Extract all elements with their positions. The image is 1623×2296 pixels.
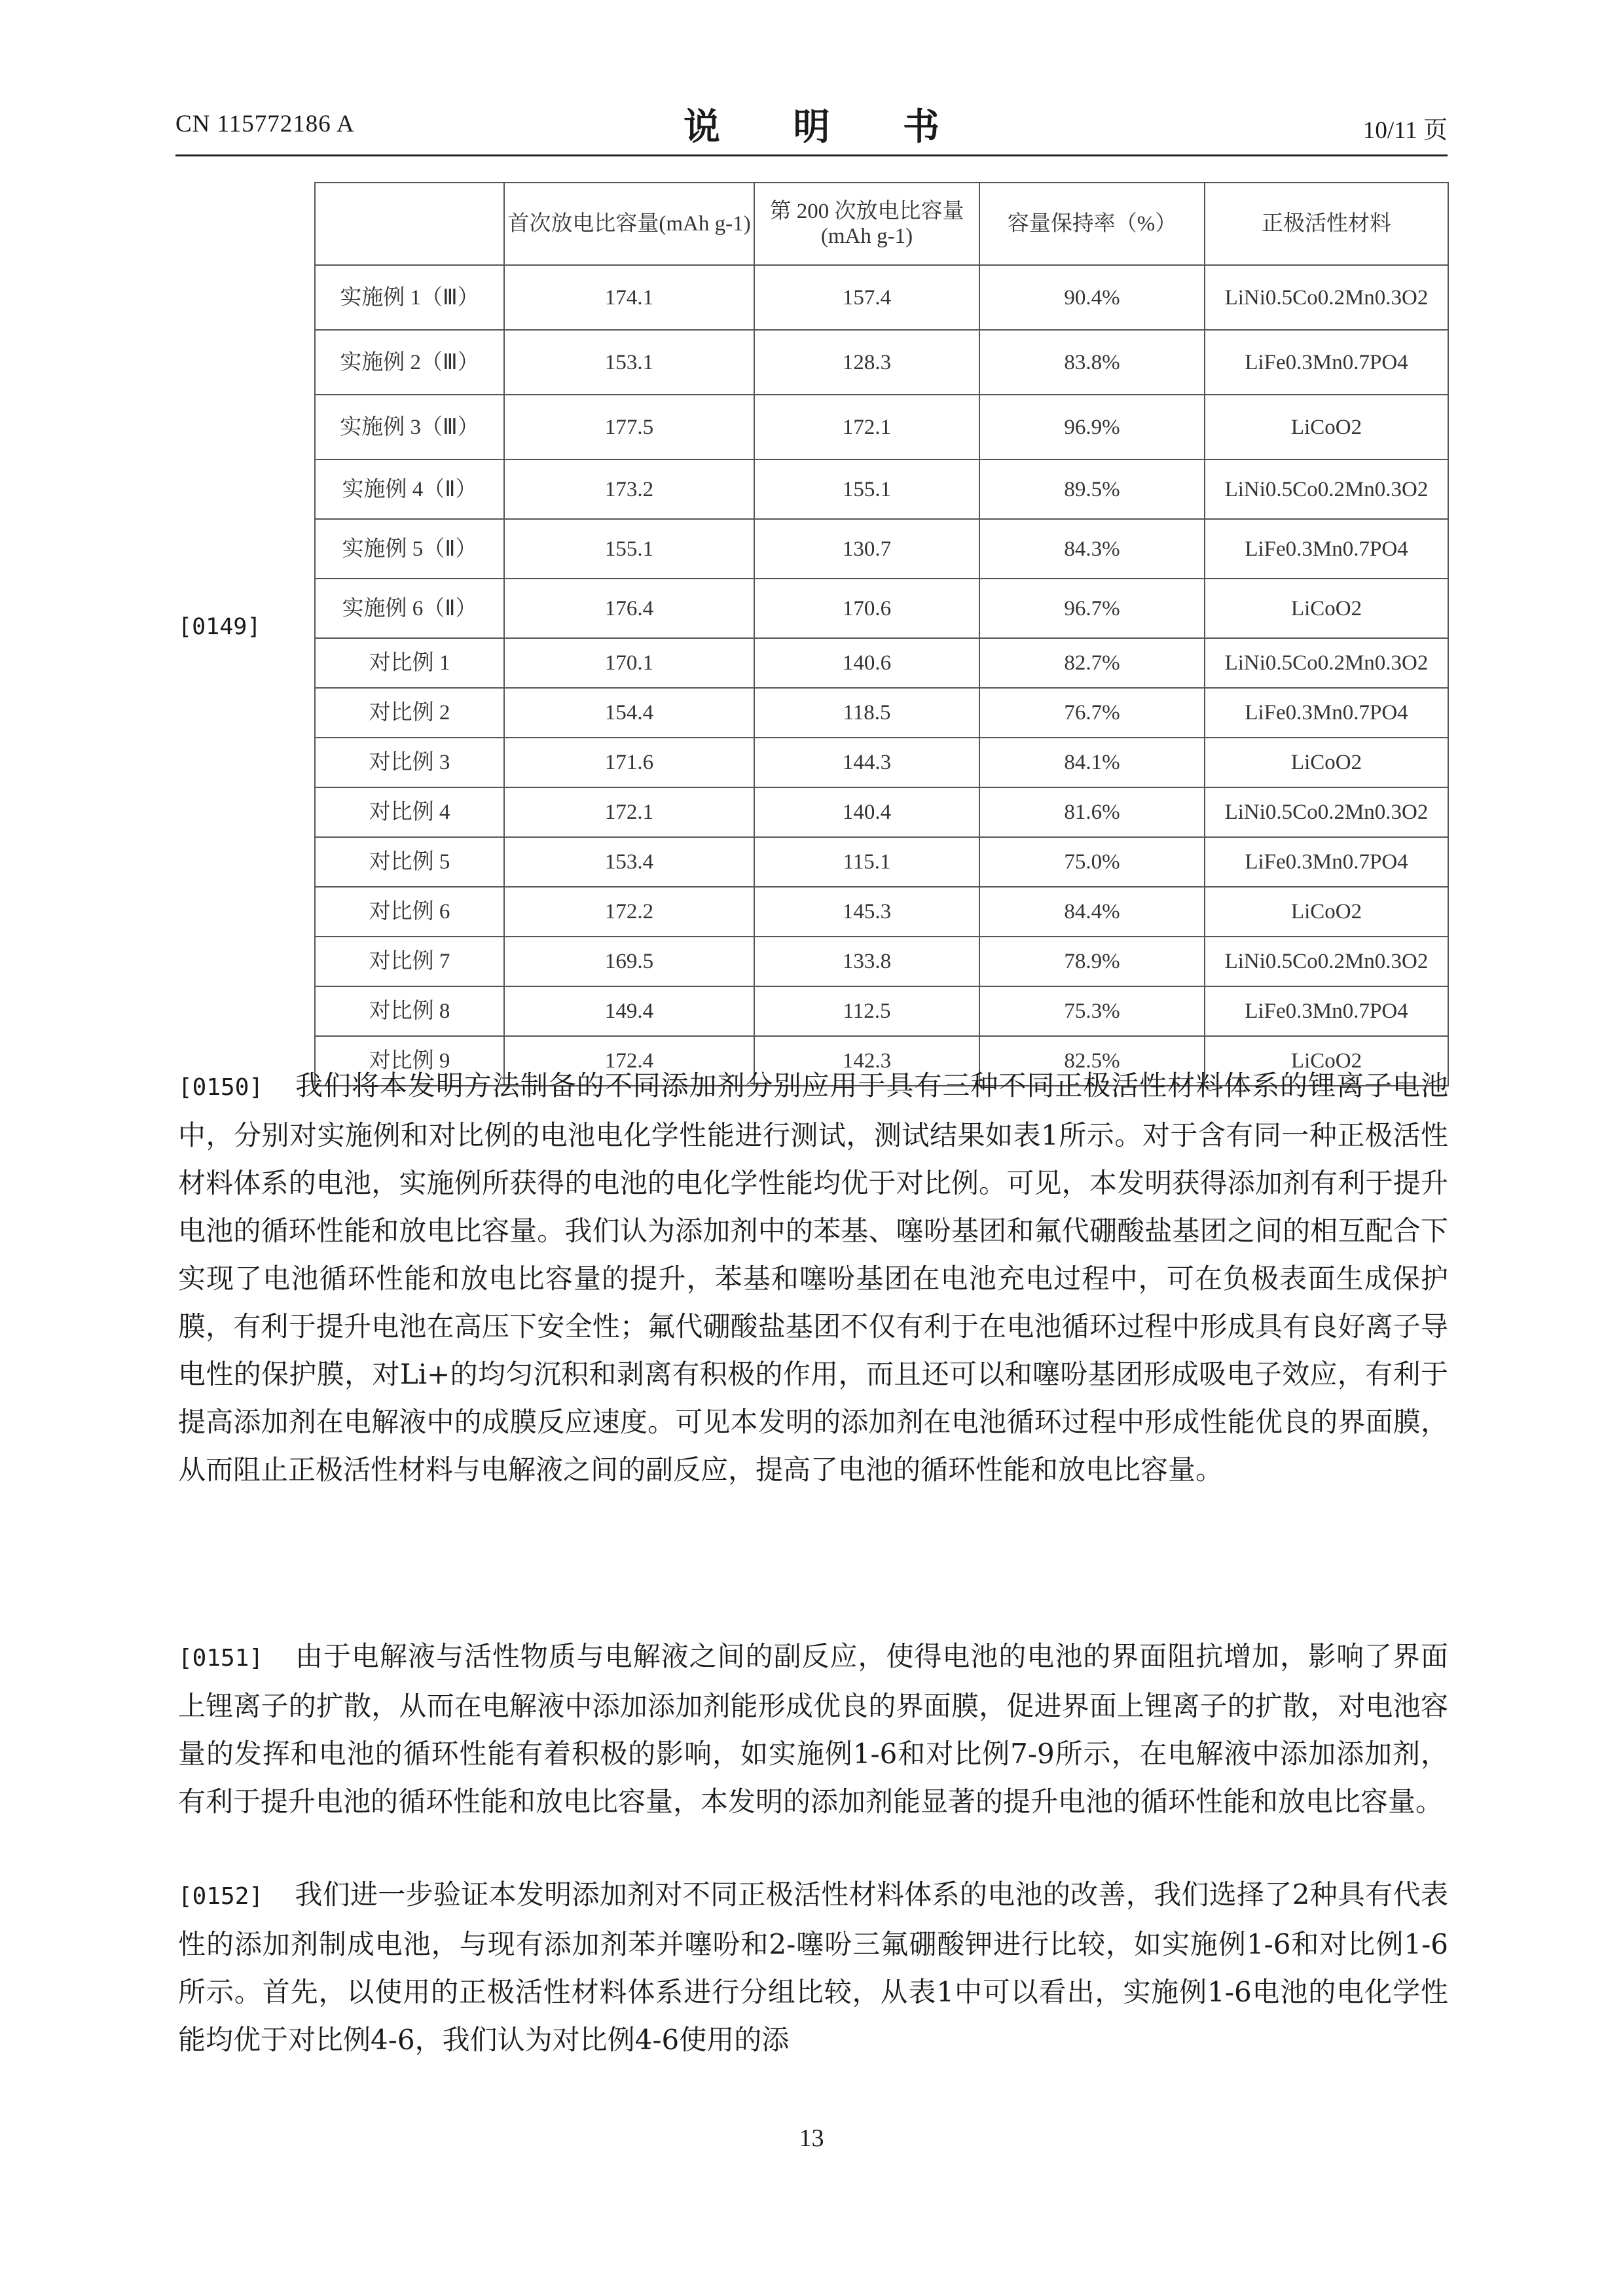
table-row xyxy=(315,738,1448,787)
cathode-material-cell: LiNi0.5Co0.2Mn0.3O2 xyxy=(1205,937,1448,986)
row-label-cell: 对比例 6 xyxy=(315,887,504,937)
header-cell-200th-discharge: 第 200 次放电比容量(mAh g-1) xyxy=(754,183,979,265)
cathode-material-cell: LiFe0.3Mn0.7PO4 xyxy=(1205,986,1448,1036)
cycle-200-discharge-cell: 115.1 xyxy=(754,837,979,887)
table-row xyxy=(315,787,1448,837)
cycle-200-discharge-cell: 140.6 xyxy=(754,638,979,688)
cycle-200-discharge-cell: 172.1 xyxy=(754,395,979,459)
document-title: 说 明 书 xyxy=(684,105,970,149)
first-discharge-cell: 172.2 xyxy=(504,887,754,937)
cycle-200-discharge-cell: 145.3 xyxy=(754,887,979,937)
row-label-cell: 对比例 9 xyxy=(315,1036,504,1086)
cathode-material-cell: LiNi0.5Co0.2Mn0.3O2 xyxy=(1205,265,1448,330)
page-info: 10/11 页 xyxy=(1362,117,1448,144)
cycle-200-discharge-cell: 140.4 xyxy=(754,787,979,837)
page-number: 13 xyxy=(799,2125,824,2152)
table-row xyxy=(315,330,1448,395)
cycle-200-discharge-cell: 157.4 xyxy=(754,265,979,330)
retention-cell: 96.7% xyxy=(979,579,1205,638)
table-row xyxy=(315,688,1448,738)
table-row xyxy=(315,638,1448,688)
first-discharge-cell: 173.2 xyxy=(504,459,754,519)
cathode-material-cell: LiCoO2 xyxy=(1205,395,1448,459)
paragraph-number: [0151] xyxy=(178,1645,264,1672)
cathode-material-cell: LiCoO2 xyxy=(1205,887,1448,937)
row-label-cell: 对比例 7 xyxy=(315,937,504,986)
table-row xyxy=(315,459,1448,519)
first-discharge-cell: 153.1 xyxy=(504,330,754,395)
paragraph-0150 xyxy=(178,1062,1448,1494)
cathode-material-cell: LiFe0.3Mn0.7PO4 xyxy=(1205,688,1448,738)
table-row xyxy=(315,837,1448,887)
retention-cell: 89.5% xyxy=(979,459,1205,519)
paragraph-text: 由于电解液与活性物质与电解液之间的副反应，使得电池的电池的界面阻抗增加，影响了界面上锂离子的扩散，从而在电解液中添加添加剂能形成优良的界面膜，促进界面上锂离子的扩散，对电池容量的发挥和电池的循环性能有着积极的影响，如实施例1-6和对比例7-9所示，在电解液中添加添加剂，有利于提升电池的循环性能和放电比容量，本发明的添加剂能显著的提升电池的循环性能和放电比容量。 xyxy=(178,1640,1448,1818)
row-label-cell: 实施例 4（Ⅱ） xyxy=(315,459,504,519)
cathode-material-cell: LiCoO2 xyxy=(1205,738,1448,787)
retention-cell: 82.7% xyxy=(979,638,1205,688)
row-label-cell: 实施例 3（Ⅲ） xyxy=(315,395,504,459)
retention-cell: 82.5% xyxy=(979,1036,1205,1086)
retention-cell: 90.4% xyxy=(979,265,1205,330)
retention-cell: 84.4% xyxy=(979,887,1205,937)
cathode-material-cell: LiFe0.3Mn0.7PO4 xyxy=(1205,519,1448,579)
row-label-cell: 实施例 2（Ⅲ） xyxy=(315,330,504,395)
table-row xyxy=(315,579,1448,638)
table-row xyxy=(315,519,1448,579)
cycle-200-discharge-cell: 118.5 xyxy=(754,688,979,738)
table-row xyxy=(315,986,1448,1036)
row-label-cell: 对比例 4 xyxy=(315,787,504,837)
cathode-material-cell: LiNi0.5Co0.2Mn0.3O2 xyxy=(1205,459,1448,519)
retention-cell: 81.6% xyxy=(979,787,1205,837)
cathode-material-cell: LiFe0.3Mn0.7PO4 xyxy=(1205,330,1448,395)
header-cell-blank xyxy=(315,183,504,265)
row-label-cell: 对比例 8 xyxy=(315,986,504,1036)
cathode-material-cell: LiCoO2 xyxy=(1205,579,1448,638)
first-discharge-cell: 169.5 xyxy=(504,937,754,986)
paragraph-number: [0150] xyxy=(178,1074,264,1101)
row-label-cell: 实施例 1（Ⅲ） xyxy=(315,265,504,330)
paragraph-0152 xyxy=(178,1871,1448,2064)
row-label-cell: 实施例 6（Ⅱ） xyxy=(315,579,504,638)
first-discharge-cell: 174.1 xyxy=(504,265,754,330)
retention-cell: 75.0% xyxy=(979,837,1205,887)
first-discharge-cell: 170.1 xyxy=(504,638,754,688)
row-label-cell: 对比例 1 xyxy=(315,638,504,688)
cycle-200-discharge-cell: 133.8 xyxy=(754,937,979,986)
first-discharge-cell: 177.5 xyxy=(504,395,754,459)
retention-cell: 96.9% xyxy=(979,395,1205,459)
header-cell-first-discharge: 首次放电比容量(mAh g-1) xyxy=(504,183,754,265)
table-row xyxy=(315,937,1448,986)
cycle-200-discharge-cell: 128.3 xyxy=(754,330,979,395)
cycle-200-discharge-cell: 130.7 xyxy=(754,519,979,579)
first-discharge-cell: 155.1 xyxy=(504,519,754,579)
paragraph-text: 我们将本发明方法制备的不同添加剂分别应用于具有三种不同正极活性材料体系的锂离子电池中，分别对实施例和对比例的电池电化学性能进行测试，测试结果如表1所示。对于含有同一种正极活性材料体系的电池，实施例所获得的电池的电化学性能均优于对比例。可见，本发明获得添加剂有利于提升电池的循环性能和放电比容量。我们认为添加剂中的苯基、噻吩基团和氟代硼酸盐基团之间的相互配合下实现了电池循环性能和放电比容量的提升，苯基和噻吩基团在电池充电过程中，可在负极表面生成保护膜，有利于提升电池在高压下安全性；氟代硼酸盐基团不仅有利于在电池循环过程中形成具有良好离子导电性的保护膜，对Li+的均匀沉积和剥离有积极的作用，而且还可以和噻吩基团形成吸电子效应，有利于提高添加剂在电解液中的成膜反应速度。可见本发明的添加剂在电池循环过程中形成性能优良的界面膜，从而阻止正极活性材料与电解液之间的副反应，提高了电池的循环性能和放电比容量。 xyxy=(178,1069,1448,1486)
row-label-cell: 对比例 5 xyxy=(315,837,504,887)
header-cell-retention: 容量保持率（%） xyxy=(979,183,1205,265)
first-discharge-cell: 172.4 xyxy=(504,1036,754,1086)
cathode-material-cell: LiCoO2 xyxy=(1205,1036,1448,1086)
document-number: CN 115772186 A xyxy=(175,111,355,137)
cathode-material-cell: LiNi0.5Co0.2Mn0.3O2 xyxy=(1205,638,1448,688)
row-label-cell: 实施例 5（Ⅱ） xyxy=(315,519,504,579)
cathode-material-cell: LiNi0.5Co0.2Mn0.3O2 xyxy=(1205,787,1448,837)
cycle-200-discharge-cell: 144.3 xyxy=(754,738,979,787)
table-paragraph-number: [0149] xyxy=(178,614,261,640)
retention-cell: 76.7% xyxy=(979,688,1205,738)
first-discharge-cell: 171.6 xyxy=(504,738,754,787)
row-label-cell: 对比例 3 xyxy=(315,738,504,787)
header-cell-cathode-material: 正极活性材料 xyxy=(1205,183,1448,265)
table-header-row xyxy=(315,183,1448,265)
first-discharge-cell: 149.4 xyxy=(504,986,754,1036)
retention-cell: 75.3% xyxy=(979,986,1205,1036)
cycle-200-discharge-cell: 170.6 xyxy=(754,579,979,638)
retention-cell: 84.1% xyxy=(979,738,1205,787)
cycle-200-discharge-cell: 155.1 xyxy=(754,459,979,519)
table-row xyxy=(315,265,1448,330)
row-label-cell: 对比例 2 xyxy=(315,688,504,738)
retention-cell: 78.9% xyxy=(979,937,1205,986)
header-rule xyxy=(175,154,1448,156)
paragraph-0151 xyxy=(178,1632,1448,1825)
cathode-material-cell: LiFe0.3Mn0.7PO4 xyxy=(1205,837,1448,887)
cycle-200-discharge-cell: 142.3 xyxy=(754,1036,979,1086)
first-discharge-cell: 153.4 xyxy=(504,837,754,887)
first-discharge-cell: 154.4 xyxy=(504,688,754,738)
results-table xyxy=(314,182,1449,1086)
paragraph-text: 我们进一步验证本发明添加剂对不同正极活性材料体系的电池的改善，我们选择了2种具有代表性的添加剂制成电池，与现有添加剂苯并噻吩和2-噻吩三氟硼酸钾进行比较，如实施例1-6和对比例1-6所示。首先，以使用的正极活性材料体系进行分组比较，从表1中可以看出，实施例1-6电池的电化学性能均优于对比例4-6，我们认为对比例4-6使用的添 xyxy=(178,1878,1448,2056)
paragraph-number: [0152] xyxy=(178,1883,264,1910)
retention-cell: 84.3% xyxy=(979,519,1205,579)
table-row xyxy=(315,887,1448,937)
first-discharge-cell: 176.4 xyxy=(504,579,754,638)
retention-cell: 83.8% xyxy=(979,330,1205,395)
table-row xyxy=(315,395,1448,459)
cycle-200-discharge-cell: 112.5 xyxy=(754,986,979,1036)
first-discharge-cell: 172.1 xyxy=(504,787,754,837)
